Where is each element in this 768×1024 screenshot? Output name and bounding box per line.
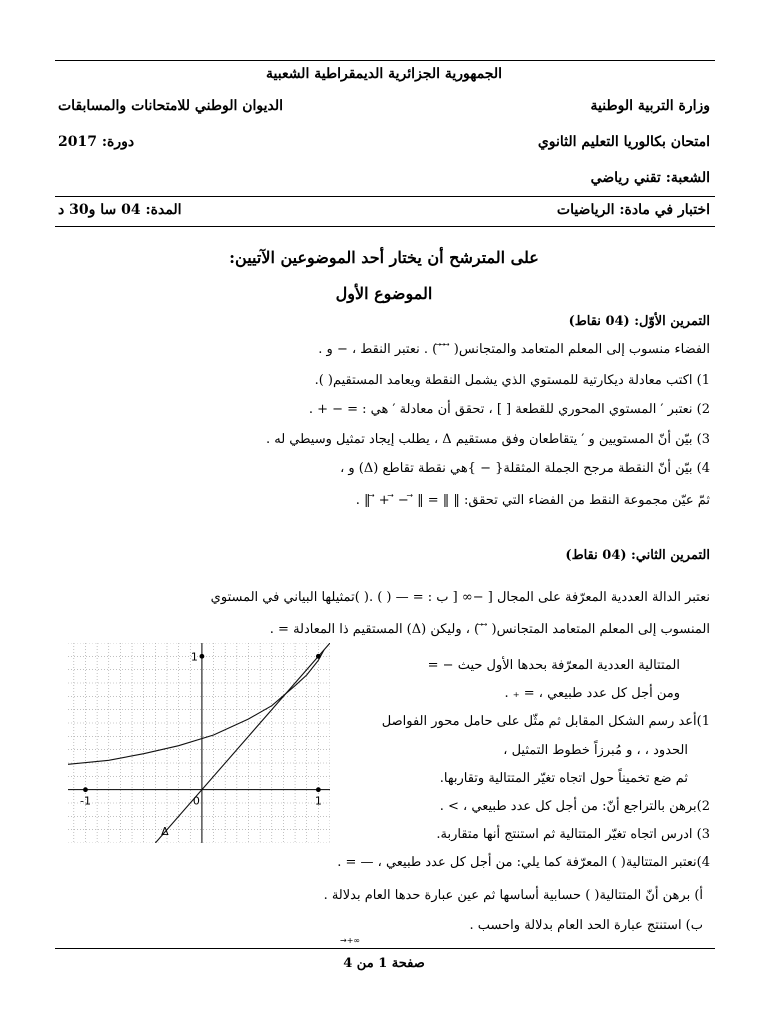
graph-labels	[80, 650, 322, 838]
republic-title: الجمهورية الجزائرية الديمقراطية الشعبية	[265, 66, 502, 82]
curve-cf	[68, 650, 324, 765]
graph-axes	[68, 643, 330, 843]
header-rule-1	[55, 196, 715, 197]
exercise1-line: 2) نعتبر ′ المستوي المحوري للقطعة [ ] ، تحقق أن معادلة ′ هي : = − + .	[308, 402, 710, 417]
exercise1-line: 3) بيّن أنّ المستويين و ′ يتقاطعان وفق مستقيم Δ ، يطلب إيجاد تمثيل وسيطي له .	[265, 432, 710, 447]
tick-dot-y-pos	[200, 654, 205, 659]
tick-label-x-pos: 1	[314, 794, 322, 808]
tick-dot-x-neg	[83, 787, 88, 792]
top-rule	[55, 60, 715, 61]
tick-label-y-pos: 1	[190, 650, 198, 664]
branch-label: الشعبة: تقني رياضي	[590, 170, 710, 186]
exercise2-bottom-line: ب) استنتج عبارة الحد العام بدلالة واحسب .	[469, 918, 703, 933]
footer-rule	[55, 948, 715, 949]
function-graph	[68, 643, 330, 843]
exercise2-side-line: المتتالية العددية المعرّفة بحدها الأول حيث − =	[427, 658, 680, 673]
exercise2-side-line: 2)برهن بالتراجع أنّ: من أجل كل عدد طبيعي ، > .	[439, 799, 710, 814]
exercise1-line: 4) بيّن أنّ النقطة مرجح الجملة المثقلة{ − }هي نقطة تقاطع (Δ) و ،	[340, 461, 710, 476]
exercise2-side-line: الحدود ، ، و مُبرزاً خطوط التمثيل ،	[503, 743, 688, 758]
exercise1-title: التمرين الأوّل: (04 نقاط)	[568, 314, 710, 329]
exercise2-line: المنسوب إلى المعلم المتعامد المتجانس( ⃗ ⃗ ) ، وليكن (Δ) المستقيم ذا المعادلة = .	[269, 622, 710, 637]
exam-label: امتحان بكالوريا التعليم الثانوي	[537, 134, 710, 150]
exercise2-side-line: 1)أعد رسم الشكل المقابل ثم مثّل على حامل محور الفواصل	[381, 714, 710, 729]
exercise1-line: 1) اكتب معادلة ديكارتية للمستوي الذي يشمل النقطة ويعامد المستقيم( ).	[314, 373, 710, 388]
exercise1-line: الفضاء منسوب إلى المعلم المتعامد والمتجانس( ⃗ ⃗ ⃗ ) . نعتبر النقط ، − و .	[318, 342, 710, 357]
tick-label-origin: 0	[192, 794, 200, 808]
exercise1-line: ثمّ عيّن مجموعة النقط من الفضاء التي تحقق: ‖ ‖ = ‖ ⃗ − ⃗ + ⃗ ‖ .	[355, 493, 710, 508]
topic-title: الموضوع الأول	[335, 284, 433, 303]
exercise2-title: التمرين الثاني: (04 نقاط)	[565, 548, 710, 563]
session-label: دورة: 2017	[58, 134, 135, 150]
exercise2-bottom-line: 4)نعتبر المتتالية( ) المعرّفة كما يلي: من أجل كل عدد طبيعي ، — = .	[337, 855, 710, 870]
office-label: الديوان الوطني للامتحانات والمسابقات	[58, 98, 284, 114]
tick-label-x-neg: -1	[79, 794, 91, 808]
exercise2-side-line: ومن أجل كل عدد طبيعي ، = ₊ .	[504, 686, 680, 701]
graph-grid	[68, 643, 330, 843]
series-label-delta: Δ	[161, 825, 169, 838]
exercise2-line: نعتبر الدالة العددية المعرّفة على المجال [ −∞ [ ب : = — ( ) .( )تمثيلها البياني في المستوي	[210, 590, 710, 605]
line-delta	[155, 643, 330, 843]
ministry-label: وزارة التربية الوطنية	[590, 98, 710, 114]
duration-label: المدة: 04 سا و30 د	[58, 202, 182, 218]
subject-label: اختبار في مادة: الرياضيات	[556, 202, 710, 218]
limit-subscript: →+∞	[340, 936, 361, 945]
intersection-point	[316, 654, 321, 659]
tick-dot-x-pos	[316, 787, 321, 792]
page-number: صفحة 1 من 4	[343, 956, 425, 971]
choice-instruction: على المترشح أن يختار أحد الموضوعين الآتيين:	[229, 248, 539, 267]
exercise2-side-line: 3) ادرس اتجاه تغيّر المتتالية ثم استنتج أنها متقاربة.	[436, 827, 710, 842]
graph-series	[68, 643, 330, 843]
exercise2-bottom-line: أ) برهن أنّ المتتالية( ) حسابية أساسها ثم عين عبارة حدها العام بدلالة .	[323, 888, 703, 903]
header-rule-2	[55, 226, 715, 227]
exercise2-side-line: ثم ضع تخميناً حول اتجاه تغيّر المتتالية وتقاربها.	[439, 771, 688, 786]
